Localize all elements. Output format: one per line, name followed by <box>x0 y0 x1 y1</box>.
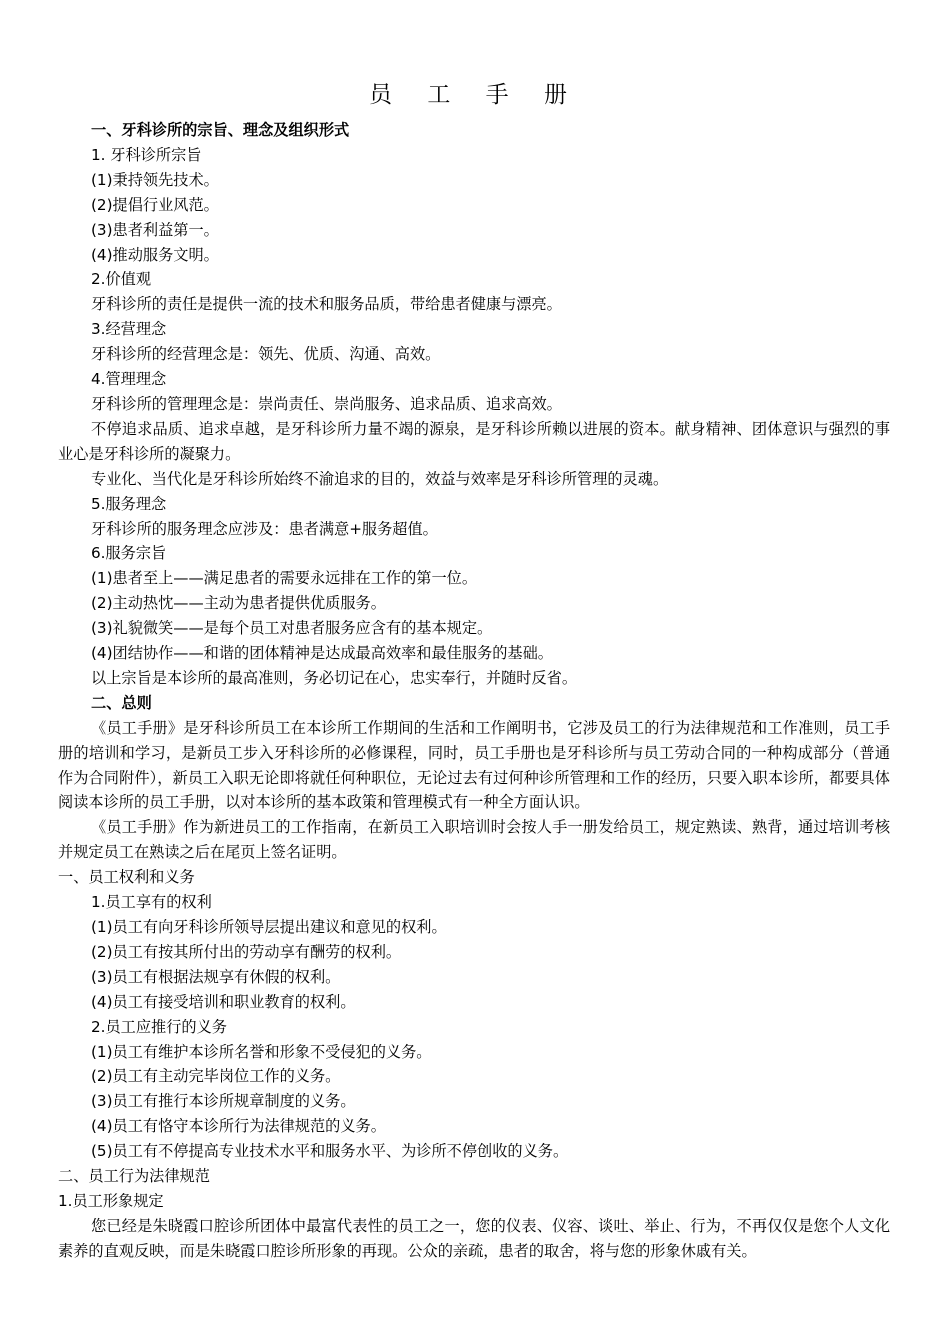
paragraph: (4)员工有恪守本诊所行为法律规范的义务。 <box>91 1117 386 1136</box>
paragraph: (3)员工有推行本诊所规章制度的义务。 <box>91 1092 356 1111</box>
paragraph: 1.员工享有的权利 <box>91 893 212 912</box>
paragraph: (2)员工有主动完毕岗位工作的义务。 <box>91 1067 341 1086</box>
paragraph: 不停追求品质、追求卓越，是牙科诊所力量不竭的源泉，是牙科诊所赖以进展的资本。献身精神、团体意识与强烈的事业心是牙科诊所的凝聚力。 <box>58 419 890 463</box>
paragraph: (1)员工有维护本诊所名誉和形象不受侵犯的义务。 <box>91 1042 432 1061</box>
paragraph: 以上宗旨是本诊所的最高准则，务必切记在心，忠实奉行，并随时反省。 <box>91 668 577 687</box>
paragraph: 一、牙科诊所的宗旨、理念及组织形式 <box>91 121 350 139</box>
paragraph: 专业化、当代化是牙科诊所始终不渝追求的目的，效益与效率是牙科诊所管理的灵魂。 <box>91 469 669 488</box>
paragraph: 《员工手册》作为新进员工的工作指南，在新员工入职培训时会按人手一册发给员工，规定熟读、熟背，通过培训考核并规定员工在熟读之后在尾页上签名证明。 <box>58 818 890 862</box>
paragraph: 《员工手册》是牙科诊所员工在本诊所工作期间的生活和工作阐明书，它涉及员工的行为法律规范和工作准则，员工手册的培训和学习，是新员工步入牙科诊所的必修课程，同时，员工手册也是牙科诊所与员工劳动合同的一种构成部分（普通作为合同附件），新员工入职无论即将就任何种职位，无论过去有过何种诊所管理和工作的经历，只要入职本诊所，都要具体阅读本诊所的员工手册，以对本诊所的基本政策和管理模式有一种全方面认识。 <box>58 718 890 812</box>
paragraph: (1)患者至上——满足患者的需要永远排在工作的第一位。 <box>91 569 478 588</box>
paragraph: 您已经是朱晓霞口腔诊所团体中最富代表性的员工之一，您的仪表、仪容、谈吐、举止、行为，不再仅仅是您个人文化素养的直观反映，而是朱晓霞口腔诊所形象的再现。公众的亲疏，患者的取舍，将与您的形象休戚有关。 <box>58 1216 890 1260</box>
paragraph: (1)秉持领先技术。 <box>91 170 219 189</box>
paragraph: (3)员工有根据法规享有休假的权利。 <box>91 967 341 986</box>
paragraph: (4)推动服务文明。 <box>91 245 219 264</box>
paragraph: (1)员工有向牙科诊所领导层提出建议和意见的权利。 <box>91 918 447 936</box>
paragraph: 牙科诊所的责任是提供一流的技术和服务品质，带给患者健康与漂亮。 <box>91 295 562 314</box>
document-body <box>58 118 890 1264</box>
paragraph: (2)员工有按其所付出的劳动享有酬劳的权利。 <box>91 942 402 961</box>
document-title: 员 工 手 册 <box>369 82 581 108</box>
paragraph: 二、员工行为法律规范 <box>58 1167 210 1186</box>
paragraph: (5)员工有不停提高专业技术水平和服务水平、为诊所不停创收的义务。 <box>91 1142 569 1161</box>
paragraph: 1. 牙科诊所宗旨 <box>91 145 202 164</box>
paragraph: (4)团结协作——和谐的团体精神是达成最高效率和最佳服务的基础。 <box>91 644 553 663</box>
paragraph: 3.经营理念 <box>91 320 167 339</box>
paragraph: 牙科诊所的管理理念是：崇尚责任、崇尚服务、追求品质、追求高效。 <box>91 394 562 413</box>
paragraph: 2.员工应推行的义务 <box>91 1017 227 1036</box>
paragraph: (3)礼貌微笑——是每个员工对患者服务应含有的基本规定。 <box>91 619 493 638</box>
paragraph: 5.服务理念 <box>91 494 167 513</box>
paragraph: (3)患者利益第一。 <box>91 220 219 239</box>
paragraph: 二、总则 <box>91 693 152 712</box>
paragraph: 2.价值观 <box>91 270 152 289</box>
paragraph: 牙科诊所的经营理念是：领先、优质、沟通、高效。 <box>91 345 441 364</box>
paragraph: 牙科诊所的服务理念应涉及：患者满意+服务超值。 <box>91 519 438 538</box>
paragraph: (2)提倡行业风范。 <box>91 195 219 214</box>
paragraph: 1.员工形象规定 <box>58 1191 164 1210</box>
paragraph: 6.服务宗旨 <box>91 544 167 563</box>
paragraph: 4.管理理念 <box>91 370 167 389</box>
paragraph: 一、员工权利和义务 <box>58 868 195 887</box>
paragraph: (2)主动热忱——主动为患者提供优质服务。 <box>91 594 386 613</box>
paragraph: (4)员工有接受培训和职业教育的权利。 <box>91 992 356 1011</box>
